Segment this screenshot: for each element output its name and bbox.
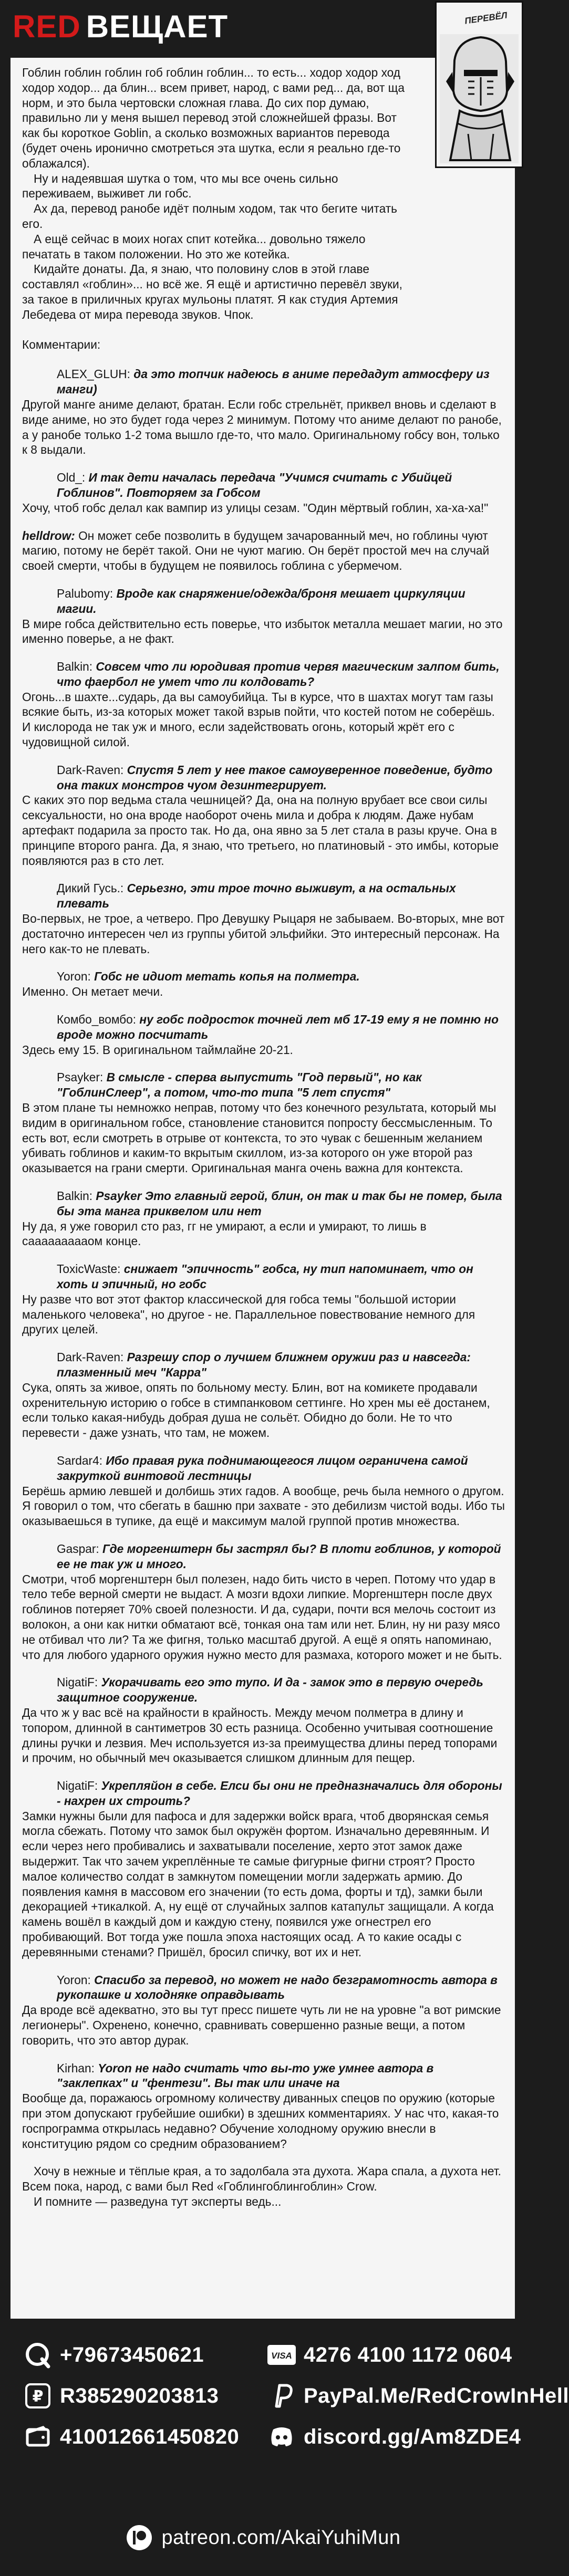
comment [22,470,505,515]
svg-text:₽: ₽ [32,2387,44,2406]
webmoney-number: R385290203813 [60,2384,219,2407]
comment-author: Gaspar: [57,1541,99,1556]
comment [22,1778,505,1960]
comment-quote: И так дети началась передача "Учимся считать с Убийцей Гоблинов". Повторяем за Гобсом [57,471,452,499]
comment-reply: Во-первых, не трое, а четверо. Про Девушку Рыцаря не забываем. Во-вторых, мне вот достаточно интересен чел из группы убитой эльфийки. Это интересный персонаж. На него как-то не плевать. [22,912,505,956]
intro-paragraph: Гоблин гоблин гоблин гоб гоблин гоблин... то есть... ходор ходор ход ходор ходор... да блин... всем привет, народ, с вами ред... да, вот ща норм, и это была чертовски сложная глава. До сих пор думаю, правильно ли у меня вышел перевод этой сложнейшей фразы. Вот как бы короткое Goblin, а сколько возможных вариантов перевода (будет очень иронично смотреться эта шутка, если я реально где-то облажался). [22,66,405,170]
comment-author: Kirhan: [57,2061,95,2075]
manga-poster-image [435,1,523,168]
comment-header [22,586,505,617]
comment-author: Yoron: [57,1973,91,1987]
yandex-money-icon [23,2422,53,2452]
comment-author: Balkin: [57,1189,93,1203]
comment-quote: Спустя 5 лет у нее такое самоуверенное поведение, будто она таких монстров чуом дезинтегрирует. [57,763,493,792]
comment-quote: Ибо правая рука поднимающегося лицом ограничена самой закруткой винтовой лестницы [57,1453,468,1483]
donation-contacts-right [267,2334,569,2457]
comment-author: ALEX_GLUH: [57,367,130,381]
comment [22,1261,505,1337]
site-logo[interactable] [13,3,228,50]
comment-author: Psayker: [57,1070,104,1084]
contact-row[interactable] [23,2334,244,2375]
comment-header [22,1675,505,1705]
comment-reply: В этом плане ты немножко неправ, потому что без конечного результата, который мы видим в оригинальном гобсе, становление становится попросту бессмысленным. То есть вот, если смотреть в отрыве от контекста, то это чувак с бешенным желанием убивать гоблинов и каким-то вкрытым скиллом, из-за которого он уже второй раз оказывается на грани смерти. Оригинальная манга очень важна для контекста. [22,1101,496,1175]
comment [22,2061,505,2152]
comment [22,1070,505,1176]
discord-link: discord.gg/Am8ZDE4 [304,2425,521,2448]
comment-quote: снижает "эпичность" гобса, ну тип напоминает, что он хоть и эпичный, но гобс [57,1262,473,1291]
comment [22,1973,505,2048]
card-number: 4276 4100 1172 0604 [304,2343,512,2366]
comment-quote: Укорачивать его это тупо. И да - замок это в первую очередь защитное сооружение. [57,1675,483,1705]
comment-header [22,2061,505,2091]
intro-paragraph: Ну и надеявшая шутка о том, что мы все очень сильно переживаем, выживет ли гобс. [22,171,338,201]
footer [0,2319,569,2576]
contact-row[interactable] [23,2375,244,2416]
contact-row[interactable] [267,2416,521,2457]
comment-reply: Он может себе позволить в будущем зачарованный меч, но гоблины чуют магию, потому не берёт такой. Они не чуют магию. Он берёт простой меч на случай своей смерти, чтобы в будущем не появилось гоблина с убермечом. [22,528,490,573]
comment [22,1675,505,1766]
contact-row[interactable] [267,2375,569,2416]
comments-list [22,367,505,2151]
comment-author: ToxicWaste: [57,1262,121,1276]
spacer [22,352,505,367]
comment-author: Palubomy: [57,586,113,600]
comment-header [22,367,505,397]
comment-author: helldrow: [22,528,75,543]
comment-reply: Сука, опять за живое, опять по больному месту. Блин, вот на комикете продавали охренительную историю о гобсе в стимпанковом сеттинге. Но хрен мы её достанем, если только какая-нибудь добрая душа не сольёт. Обидно до боли. Не то что перевести - даже узнать, что там, не можем. [22,1380,490,1440]
intro-section [22,65,505,322]
comment-line [22,528,505,573]
comment-reply: Да что ж у вас всё на крайности в крайность. Между мечом полметра в длину и топором, длинной в сантиметров 30 есть разница. Особенно учитывая соотношение длины ручки и лезвия. Меч используется из-за преимущества длины перед топорами и прочим, но обычный меч оказывается слишком длинным для пещер. [22,1705,498,1765]
comment-header [22,763,505,793]
comment-quote: Укрепляйон в себе. Елси бы они не предназначались для обороны - нахрен их строить? [57,1779,502,1808]
patreon-icon [125,2523,154,2552]
yandex-money-number: 410012661450820 [60,2425,240,2448]
comment-author: Dark-Raven: [57,1350,124,1364]
comment [22,1453,505,1529]
comment-reply: С каких это пор ведьма стала чешницей? Да, она на полную врубает все свои силы сексуальности, но она вроде наоборот очень мила и добра к людям. Даже нубам артефакт подарила за просто так. Но да, она явно за 5 лет стала в разы круче. Она в принципе второго ранга. Да, я знаю, что третьего, но платиновый - это имбы, которые появляются раз в сто лет. [22,793,499,868]
outro-paragraph: Хочу в нежные и тёплые края, а то задолбала эта духота. Жара спала, а духота нет. Всем пока, народ, с вами был Red «Гоблингоблингоблин» Crow. [22,2164,501,2194]
comment-reply: Хочу, чтоб гобс делал как вампир из улицы сезам. "Один мёртвый гоблин, ха-ха-ха!" [22,500,489,515]
comment-reply: Огонь...в шахте...сударь, да вы самоубийца. Ты в курсе, что в шахтах могут там газы всякие быть, из-за которых может такой взрыв пойти, что костей потом не соберёшь. И кислорода не так уж и много, если задействовать огонь, который жрёт его с чудовищной силой. [22,690,495,749]
comment-quote: Psayker Это главный герой, блин, он так и так бы не помер, была бы эта манга приквелом или нет [57,1189,502,1218]
comment-header [22,659,505,690]
paypal-link: PayPal.Me/RedCrowInHell [304,2384,569,2407]
discord-icon [267,2422,296,2452]
qiwi-number: +79673450621 [60,2343,204,2366]
comment-quote: В смысле - сперва выпустить "Год первый", но как "ГоблинСлеер", а потом, что-то типа "5 лет спустя" [57,1070,422,1100]
goblin-slayer-helmet-drawing [437,3,522,166]
comment-reply: Здесь ему 15. В оригинальном таймлайне 20-21. [22,1042,293,1057]
comment-author: Sardar4: [57,1453,103,1467]
comment-author: Комбо_вомбо: [57,1013,137,1027]
comment-header [22,969,505,984]
comment-quote: Разрешу спор о лучшем ближнем оружии раз и навсегда: плазменный меч "Карра" [57,1350,471,1379]
comment-reply: Другой манге аниме делают, братан. Если гобс стрельнёт, приквел вновь и сделают в виде аниме, но это будет года через 2 минимум. Потому что аниме делают по ранобе, а у ранобе только 1-2 тома вышло где-то, что мало. Оригинальному гобсу вон, только к 8 выдали. [22,397,502,457]
header [0,0,525,58]
comment-reply: Смотри, чтоб моргенштерн был полезен, надо бить чисто в череп. Потому что удар в тело тебе верной смерти не выдаст. А мозги вдохи липкие. Моргенштерн после двух гоблинов потеряет 70% своей полезности. И да, судари, почти вся мелочь состоит из волокон, а они как нитки обматают всё, тонкая она там или нет. Блин, ну ни разу мясо не отбивал что ли? Та же фигня, только масштаб другой. А ещё я опять напоминаю, что для любого ударного оружия нужно место для размаха, которого может и не быть. [22,1572,502,1662]
intro-paragraph: А ещё сейчас в моих ногах спит котейка... довольно тяжело печатать в таком положении. Но это же котейка. [22,232,366,261]
comments-heading: Комментарии: [22,337,101,351]
comment [22,1541,505,1662]
comment-header [22,1350,505,1380]
comment-author: NigatiF: [57,1675,98,1689]
comment-author: Дикий Гусь.: [57,881,124,895]
comment [22,586,505,646]
comment [22,881,505,956]
contact-row[interactable] [267,2334,514,2375]
svg-text:VISA: VISA [271,2351,292,2361]
logo-red: RED [13,9,81,44]
comment-reply: Да вроде всё адекватно, это вы тут пресс пишете чуть ли не на уровне "а вот римские легионеры". Охренено, конечно, сравнивать совершенно разные вещи, а потом говорить, что это автор дурак. [22,2003,501,2047]
comment-header [22,1070,505,1100]
comment [22,1350,505,1441]
comment-author: Old_: [57,471,86,485]
comment-reply: В мире гобса действительно есть поверье, что избыток металла мешает магии, но это именно поверье, а не факт. [22,617,503,646]
comment-reply: Именно. Он метает мечи. [22,985,163,999]
comment-quote: ну гобс подросток точней лет мб 17-19 ему я не помню но вроде можно посчитать [57,1013,499,1041]
comment-header [22,1012,505,1042]
patreon-row[interactable] [0,2514,525,2561]
comment-quote: Где моргенштерн бы застрял бы? В плоти гоблинов, у которой ее не так уж и много. [57,1541,501,1571]
comment-author: Yoron: [57,969,91,984]
comment-header [22,470,505,500]
paypal-icon [267,2381,296,2411]
visa-icon [267,2340,296,2370]
comment [22,1188,505,1249]
comment-author: Balkin: [57,660,93,674]
comment-reply: Замки нужны были для пафоса и для задержки войск врага, чтоб дворянская семья могла сбежать. Потому что замок был окружён фортом. Изначально деревянным. И если через него пробивались и захватывали поселение, херто этот замок даже выдержит. Так что зачем укреплённые те самые фигурные фигни строят? Просто малое количество солдат в замкнутом помещении могли задержать армию. До появления камня в массовом его значении (то есть дома, форты и тд), замки были декорацией +тикалкой. А, ну ещё от случайных залпов катапульт защищали. А когда камень вошёл в каждый дом и каждую стену, появился уже огнестрел его пробивающий. Вот тогда уже пошла эпоха настоящих осад. А то какие осады с деревянными стенами? Пришёл, бросил спичку, вот их и нет. [22,1809,494,1959]
comment-header [22,1261,505,1292]
comment [22,659,505,750]
comment-quote: да это топчик надеюсь в аниме передадут атмосферу из манги) [57,367,490,397]
ruble-icon [23,2381,53,2411]
comment-header [22,1541,505,1572]
comment-header [22,1778,505,1809]
comment-header [22,1453,505,1484]
qiwi-icon [23,2340,53,2370]
intro-paragraph: Кидайте донаты. Да, я знаю, что половину слов в этой главе составлял «гоблин»... но всё же. Я ещё и артистично перевёл звуки, за такое в приличных кругах мульоны платят. Я как студия Артемия Лебедева от мира перевода звуков. Чпок. [22,262,402,321]
comment [22,969,505,999]
spacer [22,322,505,337]
outro-paragraph: И помните — разведуна тут эксперты ведь... [34,2195,282,2209]
comment-header [22,1973,505,2003]
intro-paragraph: Ах да, перевод ранобе идёт полным ходом, так что бегите читать его. [22,202,397,231]
logo-word: ВЕЩАЕТ [86,9,229,44]
comment [22,367,505,457]
comment-quote: Спасибо за перевод, но может не надо безграмотность автора в рукопашке и холодняке оправдывать [57,1973,498,2002]
comment [22,1012,505,1057]
comment-reply: Ну разве что вот этот фактор классической для гобса темы "большой истории маленького человека", но другое - не. Параллельное повествование немного для других целей. [22,1292,475,1337]
patreon-link: patreon.com/AkaiYuhiMun [161,2526,401,2549]
comment-author: NigatiF: [57,1779,98,1793]
poster-caption: ПЕРЕВЁЛ [464,10,508,26]
comment-reply: Вообще да, поражаюсь огромному количеству диванных спецов по оружию (которые при этом допускают грубейшие ошибки) в здешних комментариях. У нас что, какая-то госпрограмма открылась недавно? Обучение холодному оружию внесли в конституцию рядом со средним образованием? [22,2091,499,2151]
comment-reply: Берёшь армию левшей и долбишь этих гадов. А вообще, речь была немного о другом. Я говорил о том, что сбегать в башню при захвате - это дебилизм чистой воды. Ибо ты оказываешься в тупике, да ещё и максимум малой группой против множества. [22,1484,505,1528]
comment-quote: Серьезно, эти трое точно выживут, а на остальных плевать [57,881,456,911]
comment-header [22,881,505,911]
comment [22,528,505,573]
comment-quote: Совсем что ли юродивая против червя магическим залпом бить, что фаербол не умет что ли колдовать? [57,660,500,689]
comment-quote: Yoron не надо считать что вы-то уже умнее автора в "заклепках" и "фентези". Вы так или иначе на [57,2061,434,2090]
chapter-notes [11,58,515,2319]
donation-contacts-left [23,2334,244,2457]
comment-reply: Ну да, я уже говорил сто раз, гг не умирают, а если и умирают, то лишь в саааааааааом конце. [22,1219,427,1248]
comment-header [22,1188,505,1219]
contact-row[interactable] [23,2416,244,2457]
comment-quote: Гобс не идиот метать копья на полметра. [94,969,360,984]
comment [22,763,505,869]
comment-author: Dark-Raven: [57,763,124,777]
comment-quote: Вроде как снаряжение/одежда/броня мешает циркуляции магии. [57,586,465,616]
